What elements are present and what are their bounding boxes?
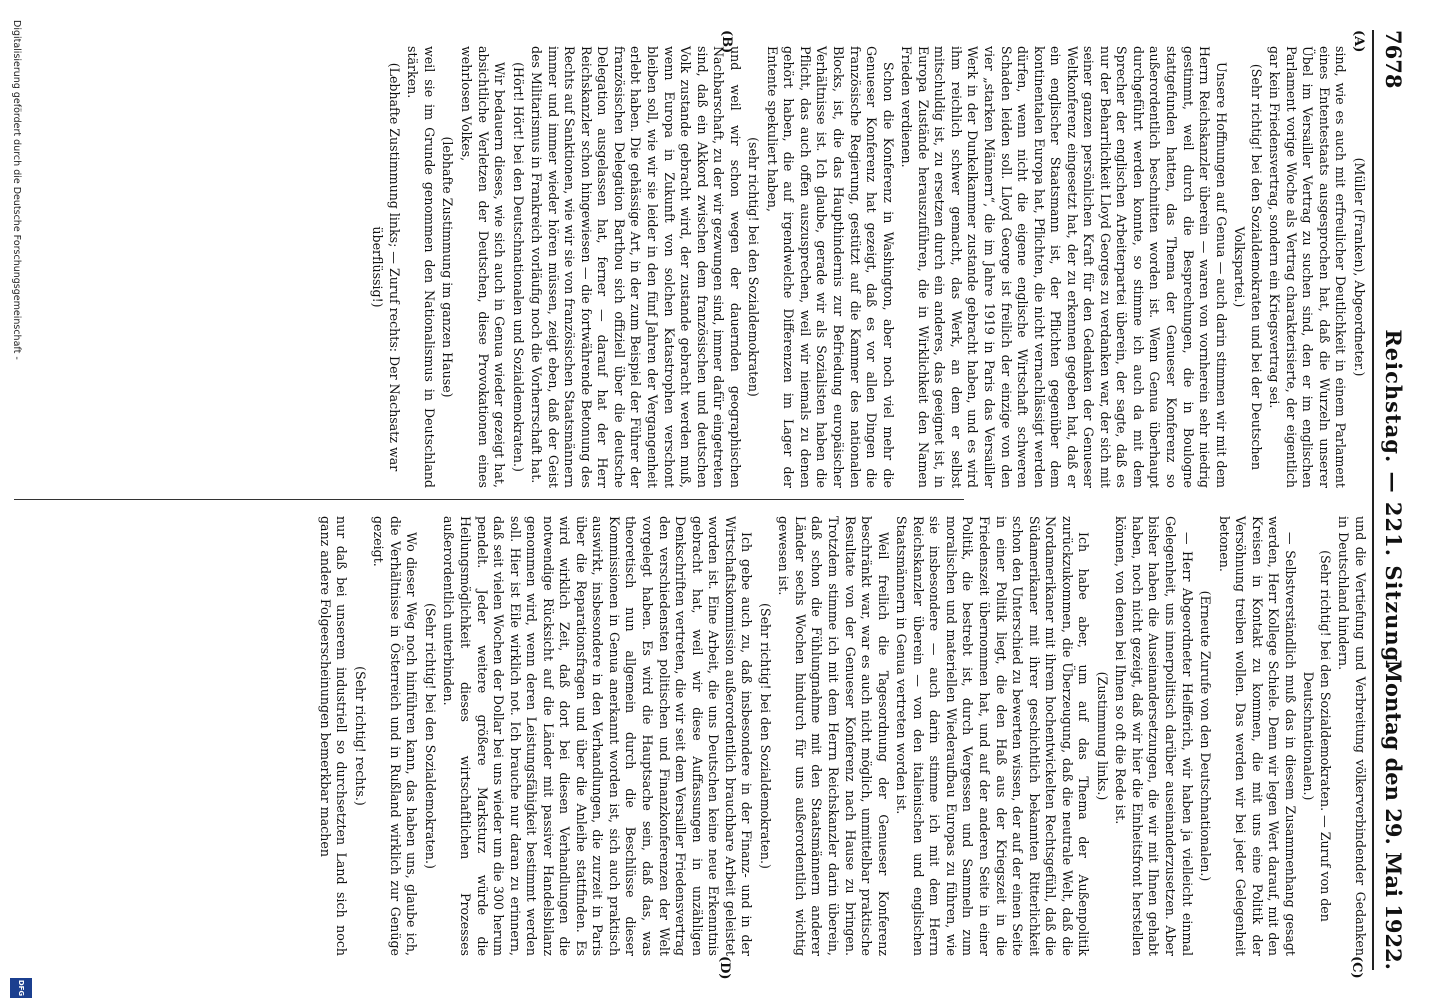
paragraph: Wo dieser Weg noch hinführen kann, das haben uns, glaube ich, die Verhältnisse in Österreich und in Rußland wirklich zur Genüge gezeigt.: [371, 516, 420, 956]
paragraph: Wir bedauern dieses, wie sich auch in Genua wieder gezeigt hat, absichtliche Verletzen der Deutschen, diese Provokationen eines wehrlosen Volkes,: [459, 46, 508, 488]
margin-mark-a: (A): [1351, 30, 1366, 53]
dfg-logo: DFG: [10, 978, 32, 998]
paragraph: und die Vertiefung und Verbreitung völkerverbindender Gedanken in Deutschland hindern.: [1336, 516, 1368, 956]
margin-mark-c: (C): [1349, 956, 1364, 979]
right-column: [314, 516, 1368, 956]
speaker-line: (Müller (Franken), Abgeordneter.): [1352, 157, 1367, 377]
paragraph: sind, wie es auch mit erfreulicher Deutlichkeit in einem Parlament eines Ententestaats ausgesprochen hat, daß die Wurzeln unserer Übel im Versailler Vertrag zu suchen sind, den er im englischen Parlament vorige Woche als Vertrag charakterisierte, der eigentlich gar kein Friedensvertrag, sondern ein Kriegsvertrag sei.: [1267, 46, 1349, 488]
paragraph: Unsere Hoffnungen auf Genua — auch darin stimmen wir mit dem Herrn Reichskanzler überein — waren von vornherein sehr niedrig gestimmt, weil durch die Besprechungen, die in Boulogne stattgefunden hatten, das Thema der Genueser Konferenz so außerordentlich beschnitten worden ist. Wenn Genua überhaupt durchgeführt werden konnte, so stimme ich auch da mit dem Sprecher der englischen Arbeiterpartei überein, der sagte, daß es nur der Beharrlichkeit Lloyd Georges zu verdanken war, der sich mit seiner ganzen persönlichen Kraft für den Gedanken der Genueser Weltkonferenz eingesetzt hat, der zu erkennen gegeben hat, daß er ein englischer Staatsmann ist, der Pflichten gegenüber dem kontinentalen Europa hat, Pflichten, die nicht vernachlässigt werden dürfen, wenn nicht die eigene englische Wirtschaft schweren Schaden leiden soll. Lloyd George ist freilich der einzige von den vier „starken Männern“, die im Jahre 1919 in Paris das Versailler Werk in der Dunkelkammer zustande gebracht haben, und es wird ihm reichlich schwer gemacht, das Werk, an dem er selbst mitschuldig ist, zu ersetzen durch ein anderes, das geeignet ist, in Europa Zustände herauszuführen, die in Wirklichkeit den Namen Frieden verdienen.: [899, 46, 1229, 488]
paragraph: — Herr Abgeordneter Helfferich, wir haben ja vielleicht einmal Gelegenheit, uns innerpolitisch darüber auseinanderzusetzen. Aber bisher haben die Auseinandersetzungen, die wir mit Ihnen gehabt haben, noch nicht gezeigt, daß wir hier die Einheitsfront herstellen können, von denen bei Ihnen so oft die Rede ist.: [1113, 516, 1195, 956]
page-number: 7678: [1381, 30, 1406, 89]
paragraph: Ich gebe auch zu, daß insbesondere in der Finanz- und in der Wirtschaftskommission außerordentlich brauchbare Arbeit geleistet worden ist. Eine Arbeit, die uns Deutschen keine neue Erkenntnis gebracht hat, weil wir diese Auffassungen in unzähligen Denkschriften vertreten, die wir seit dem Versailler Friedensvertrag den verschiedensten politischen und Finanzkonferenzen der Welt vorgelegt haben. Es wird die Hauptsache sein, daß das, was theoretisch nun allgemein durch die Beschlüsse dieser Kommissionen in Genua anerkannt worden ist, sich auch praktisch auswirkt, insbesondere in den Verhandlungen, die zurzeit in Paris über die Reparationsfragen und über die Anleihe stattfinden. Es wird wirklich Zeit, daß dort bei diesen Verhandlungen die notwendige Rücksicht auf die Länder mit passiver Handelsbilanz genommen wird, wenn deren Leistungsfähigkeit bestimmt werden soll. Hier ist Eile wirklich not. Ich brauche nur daran zu erinnern, daß seit vielen Wochen der Dollar bei uns wieder um die 300 herum pendelt. Jeder weitere größere Marksturz würde die Heilungsmöglichkeit dieses wirtschaftlichen Prozesses außerordentlich unterbinden.: [441, 516, 755, 956]
interjection: (Erneute Zurufe von den Deutschnationalen.): [1198, 590, 1214, 882]
digitization-credit: Digitalisierung gefördert durch die Deutsche Forschungsgemeinschaft -: [11, 20, 22, 360]
paragraph: Ich habe aber, um auf das Thema der Außenpolitik zurückzukommen, die Überzeugung, daß die neutrale Welt, daß die Nordamerikaner mit ihrem hochentwickelten Rechtsgefühl, daß die Südamerikaner mit ihrer geschichtlich bekannten Ritterlichkeit schon den Unterschied zu bewerten wissen, der auf der einen Seite in einer Politik liegt, die den Haß aus der Kriegszeit in die Friedenszeit übernommen hat, und auf der anderen Seite in einer Politik, die bestrebt ist, durch Vergessen und Sammeln zum moralischen und materiellen Wiederaufbau Europas zu führen, wie sie insbesondere — auch darin stimme ich mit dem Herrn Reichskanzler überein — von den italienischen und englischen Staatsmännern in Genua vertreten worden ist.: [894, 516, 1092, 956]
page-date: Montag den 29. Mai 1922.: [1381, 659, 1406, 970]
page-header: [1376, 30, 1406, 970]
paragraph: nur daß bei unserem industriell so durchsetzten Land sich noch ganz andere Folgeerscheinungen bemerkbar machen: [317, 516, 350, 956]
paragraph: — Selbstverständlich muß das in diesem Zusammenhang gesagt werden, Herr Kollege Schiele. Denn wir legen Wert darauf, mit den Kreisen in Kontakt zu kommen, die mit uns eine Politik der Versöhnung treiben wollen. Das werden wir bei jeder Gelegenheit betonen.: [1216, 516, 1298, 956]
interjection: (Sehr richtig! rechts.): [352, 666, 368, 806]
paragraph: Schon die Konferenz in Washington, aber noch viel mehr die Genueser Konferenz hat gezeigt, daß es vor allen Dingen die französische Regierung, gestützt auf die Kammer des nationalen Blocks, ist, die das Haupthindernis zur Befriedung europäischer Verhältnisse ist. Ich glaube, gerade wir als Sozialisten haben die Pflicht, das auch offen auszusprechen, weil wir niemals zu denen gehört haben, die auf irgendwelche Differenzen im Lager der Entente spekuliert haben,: [764, 46, 896, 488]
interjection: (Sehr richtig! bei den Sozialdemokraten. — Zuruf von den Deutschnationalen.): [1301, 550, 1333, 922]
interjection: (lebhafte Zustimmung im ganzen Hause): [440, 136, 456, 398]
interjection: (Sehr richtig! bei den Sozialdemokraten.): [757, 603, 773, 869]
interjection: (Lebhafte Zustimmung links; — Zuruf rechts: Der Nachsatz war überflüssig!): [370, 62, 402, 472]
paragraph: weil sie im Grunde genommen den Nationalismus in Deutschland stärken.: [405, 46, 437, 488]
interjection: (Sehr richtig! bei den Sozialdemokraten.): [422, 603, 438, 869]
page-title: Reichstag. — 221. Sitzung.: [1381, 329, 1406, 671]
left-column: [367, 46, 1368, 488]
margin-mark-b: (B): [719, 30, 734, 54]
margin-mark-d: (D): [717, 956, 732, 980]
paragraph: Weil freilich die Tagesordnung der Genueser Konferenz beschränkt war, war es auch nicht möglich, unmittelbar praktische Resultate von der Genueser Konferenz nach Hause zu bringen. Trotzdem stimme ich mit dem Herrn Reichskanzler darin überein, daß schon die Fühlungnahme mit den Staatsmännern anderer Länder sechs Wochen hindurch für uns außerordentlich wichtig gewesen ist.: [776, 516, 891, 956]
interjection: (Hört! Hört! bei den Deutschnationalen und Sozialdemokraten.): [510, 62, 526, 472]
interjection: (Sehr richtig! bei den Sozialdemokraten und bei der Deutschen Volkspartei.): [1232, 63, 1264, 471]
paragraph: und weil wir schon wegen der dauernden geographischen Nachbarschaft, zu der wir gezwungen sind, immer dafür eingetreten sind, daß ein Akkord zwischen dem französischen und deutschen Volk zustande gebracht wird, der zustande gebracht werden muß, wenn Europa in Zukunft von solchen Katastrophen verschont bleiben soll, wie wir sie leider in den fünf Jahren der Vergangenheit erlebt haben. Die gehässige Art, in der zum Beispiel der Führer der französischen Delegation Barthou sich offiziell über die deutsche Delegation ausgelassen hat, ferner — darauf hat der Herr Reichskanzler schon hingewiesen — die fortwährende Betonung des Rechts auf Sanktionen, wie wir sie von französischen Staatsmännern immer und immer wieder hören müssen, zeigt eben, daß der Geist des Militarismus in Frankreich vorläufig noch die Vorherrschaft hat.: [529, 46, 743, 488]
header-rule: [1372, 30, 1374, 970]
column-divider: [14, 499, 964, 500]
interjection: (sehr richtig! bei den Sozialdemokraten): [746, 137, 762, 397]
interjection: (Zustimmung links.): [1094, 671, 1110, 801]
